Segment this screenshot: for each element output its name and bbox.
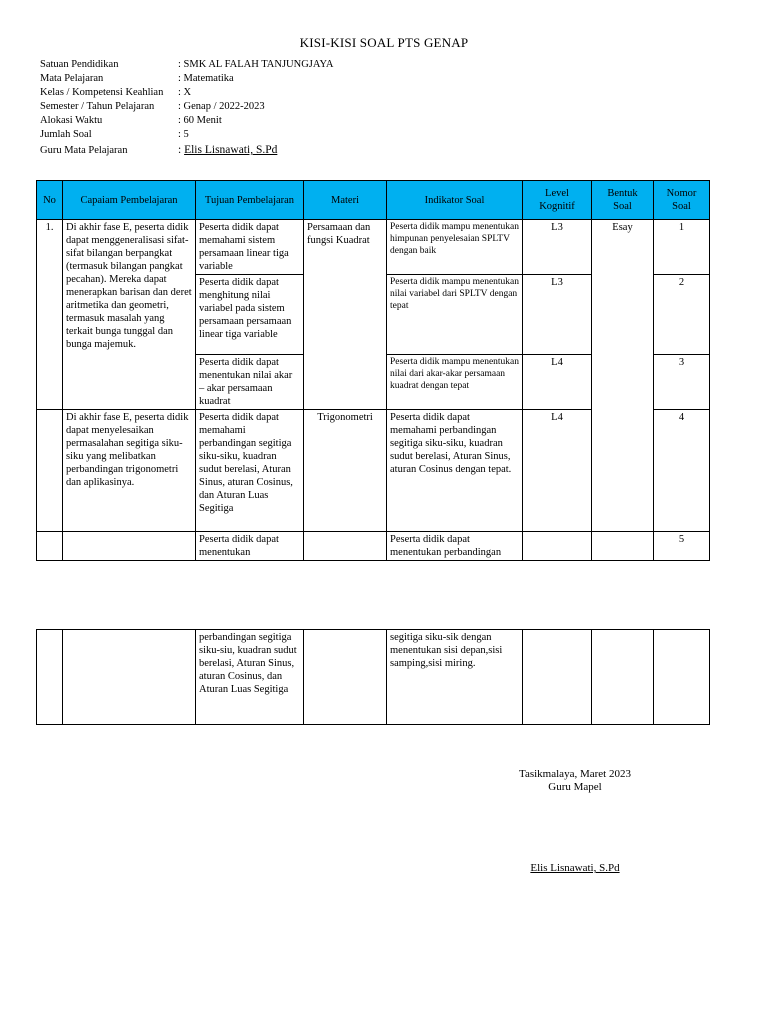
cell-level: L4 <box>523 410 592 532</box>
info-label: Kelas / Kompetensi Keahlian <box>40 87 164 98</box>
info-value: : 60 Menit <box>178 115 222 126</box>
header-level-line1: Level <box>545 188 569 199</box>
header-nomor-line2: Soal <box>672 201 691 212</box>
info-row-semester <box>40 100 334 114</box>
signature-place-date: Tasikmalaya, Maret 2023 <box>519 768 631 780</box>
cell-no <box>37 532 63 561</box>
table-row <box>37 220 710 275</box>
info-value: : <box>178 144 185 156</box>
cell-capaian: Di akhir fase E, peserta didik dapat menggeneralisasi sifat-sifat bilangan berpangkat (termasuk bilangan pangkat pecahan). Mereka dapat menerapkan barisan dan deret aritmetika dan geometri, termasuk masalah yang terkait bunga tunggal dan bunga majemuk. <box>63 220 196 410</box>
info-label: Semester / Tahun Pelajaran <box>40 101 155 112</box>
header-tujuan: Tujuan Pembelajaran <box>196 181 304 220</box>
cell-materi <box>304 532 387 561</box>
info-row-mapel <box>40 72 334 86</box>
header-no: No <box>37 181 63 220</box>
signature-role: Guru Mapel <box>548 781 602 793</box>
cell-indikator: Peserta didik dapat menentukan perbandingan <box>387 532 523 561</box>
header-materi: Materi <box>304 181 387 220</box>
info-value: : Matematika <box>178 73 234 84</box>
cell-no: 1. <box>37 220 63 410</box>
kisi-kisi-table-continued <box>36 629 710 725</box>
header-capaian: Capaiam Pembelajaran <box>63 181 196 220</box>
cell-tujuan: Peserta didik dapat memahami sistem persamaan linear tiga variable <box>196 220 304 275</box>
cell-level <box>523 532 592 561</box>
info-row-satuan <box>40 58 334 72</box>
cell-indikator: Peserta didik mampu menentukan himpunan penyelesaian SPLTV dengan baik <box>387 220 523 275</box>
info-label: Satuan Pendidikan <box>40 59 119 70</box>
table-row <box>37 630 710 725</box>
cell-bentuk <box>592 630 654 725</box>
cell-tujuan: Peserta didik dapat menentukan nilai akar – akar persamaan kuadrat <box>196 355 304 410</box>
cell-tujuan: Peserta didik dapat memahami perbandingan segitiga siku-siku, kuadran sudut berelasi, Aturan Sinus, aturan Cosinus, dan Aturan Luas Segitiga <box>196 410 304 532</box>
cell-bentuk: Esay <box>592 220 654 532</box>
header-bentuk <box>592 181 654 220</box>
info-label: Mata Pelajaran <box>40 73 104 84</box>
cell-materi: Persamaan dan fungsi Kuadrat <box>304 220 387 410</box>
info-value: : 5 <box>178 129 189 140</box>
info-row-guru <box>40 142 334 157</box>
info-row-kelas <box>40 86 334 100</box>
kisi-kisi-table <box>36 180 710 561</box>
document-title: KISI-KISI SOAL PTS GENAP <box>299 35 469 50</box>
header-bentuk-line2: Soal <box>613 201 632 212</box>
cell-nomor: 1 <box>654 220 710 275</box>
table-header-row <box>37 181 710 220</box>
info-value: : Genap / 2022-2023 <box>178 101 265 112</box>
cell-tujuan: perbandingan segitiga siku-siu, kuadran sudut berelasi, Aturan Sinus, aturan Cosinus, dan Aturan Luas Segitiga <box>196 630 304 725</box>
info-label: Guru Mata Pelajaran <box>40 145 128 156</box>
cell-indikator: segitiga siku-sik dengan menentukan sisi depan,sisi samping,sisi miring. <box>387 630 523 725</box>
cell-nomor: 5 <box>654 532 710 561</box>
cell-level <box>523 630 592 725</box>
cell-capaian <box>63 630 196 725</box>
cell-nomor: 3 <box>654 355 710 410</box>
header-nomor <box>654 181 710 220</box>
info-value: : SMK AL FALAH TANJUNGJAYA <box>178 59 334 70</box>
cell-nomor <box>654 630 710 725</box>
cell-indikator: Peserta didik dapat memahami perbandingan segitiga siku-siku, kuadran sudut berelasi, Aturan Sinus, aturan Cosinus dengan tepat. <box>387 410 523 532</box>
cell-capaian: Di akhir fase E, peserta didik dapat menyelesaikan permasalahan segitiga siku-siku yang melibatkan perbandingan trigonometri dan aplikasinya. <box>63 410 196 532</box>
header-indikator: Indikator Soal <box>387 181 523 220</box>
cell-level: L3 <box>523 275 592 355</box>
cell-tujuan: Peserta didik dapat menentukan <box>196 532 304 561</box>
teacher-name: Elis Lisnawati, S.Pd <box>184 144 278 156</box>
cell-indikator: Peserta didik mampu menentukan nilai variabel dari SPLTV dengan tepat <box>387 275 523 355</box>
cell-level: L4 <box>523 355 592 410</box>
cell-indikator: Peserta didik mampu menentukan nilai dari akar-akar persamaan kuadrat dengan tepat <box>387 355 523 410</box>
cell-no <box>37 630 63 725</box>
cell-level: L3 <box>523 220 592 275</box>
info-value: : X <box>178 87 192 98</box>
cell-materi: Trigonometri <box>304 410 387 532</box>
header-nomor-line1: Nomor <box>666 188 697 199</box>
cell-tujuan: Peserta didik dapat menghitung nilai variabel pada sistem persamaan persamaan linear tiga variable <box>196 275 304 355</box>
info-label: Jumlah Soal <box>40 129 92 140</box>
header-bentuk-line1: Bentuk <box>607 188 638 199</box>
header-level <box>523 181 592 220</box>
header-level-line2: Kognitif <box>539 201 575 212</box>
cell-nomor: 4 <box>654 410 710 532</box>
table-row <box>37 532 710 561</box>
cell-bentuk <box>592 532 654 561</box>
cell-capaian <box>63 532 196 561</box>
cell-materi <box>304 630 387 725</box>
info-label: Alokasi Waktu <box>40 115 103 126</box>
info-block <box>40 58 334 157</box>
signature-name: Elis Lisnawati, S.Pd <box>530 862 620 874</box>
cell-no <box>37 410 63 532</box>
info-row-jumlah <box>40 128 334 142</box>
cell-nomor: 2 <box>654 275 710 355</box>
info-row-alokasi <box>40 114 334 128</box>
